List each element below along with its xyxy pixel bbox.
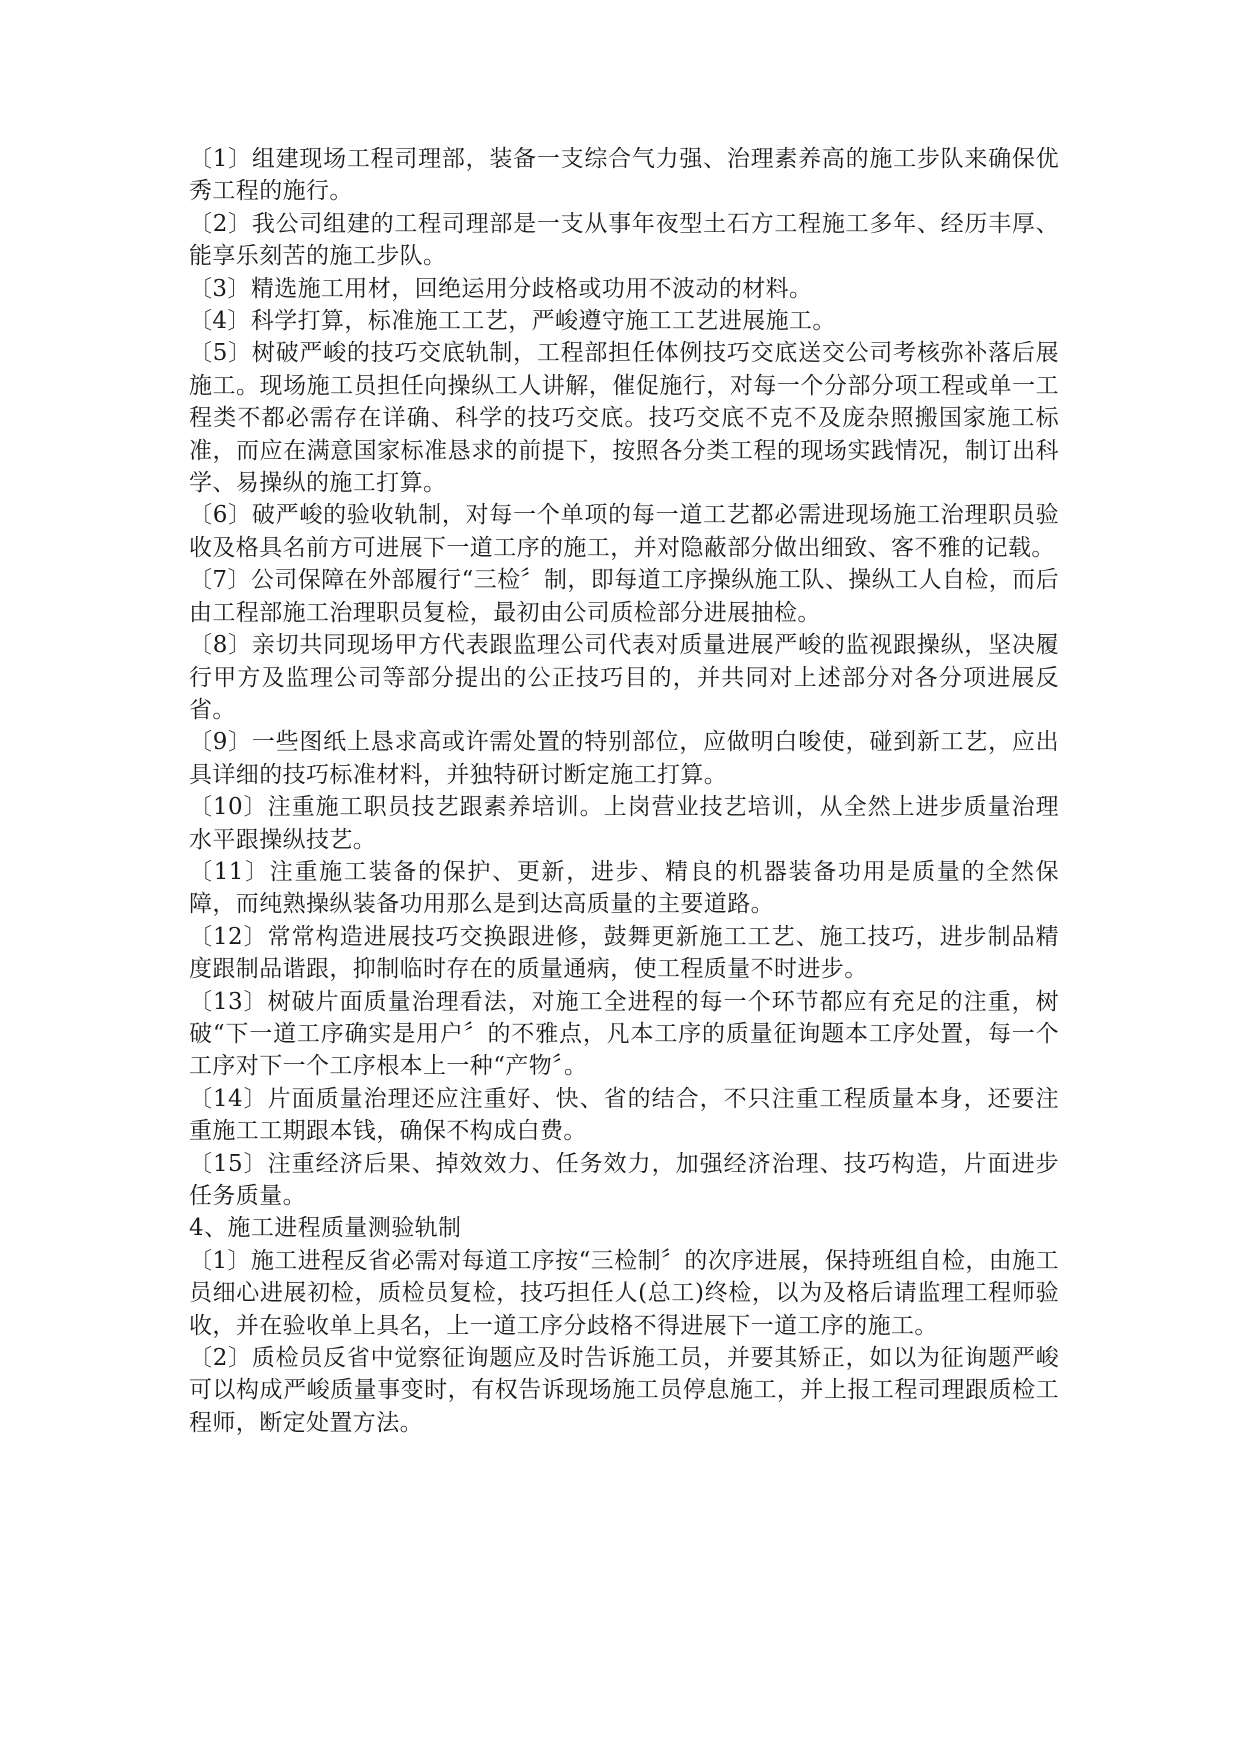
paragraph: 〔5〕树破严峻的技巧交底轨制，工程部担任体例技巧交底送交公司考核弥补落后展施工。现场施工员担任向操纵工人讲解，催促施行，对每一个分部分项工程或单一工程类不都必需存在详确、科学的技巧交底。技巧交底不克不及庞杂照搬国家施工标准，而应在满意国家标准恳求的前提下，按照各分类工程的现场实践情况，制订出科学、易操纵的施工打算。: [189, 340, 1059, 497]
paragraph: 〔15〕注重经济后果、掉效效力、任务效力，加强经济治理、技巧构造，片面进步任务质量。: [189, 1150, 1059, 1209]
paragraph: 〔1〕组建现场工程司理部，装备一支综合气力强、治理素养高的施工步队来确保优秀工程的施行。: [189, 146, 1059, 205]
section-heading: 4、施工进程质量测验轨制: [189, 1215, 462, 1242]
paragraph: 〔4〕科学打算，标准施工工艺，严峻遵守施工工艺进展施工。: [189, 308, 836, 335]
paragraph: 〔7〕公司保障在外部履行“三检〞制，即每道工序操纵施工队、操纵工人自检，而后由工程部施工治理职员复检，最初由公司质检部分进展抽检。: [189, 567, 1059, 626]
paragraph: 〔6〕破严峻的验收轨制，对每一个单项的每一道工艺都必需进现场施工治理职员验收及格具名前方可进展下一道工序的施工，并对隐蔽部分做出细致、客不雅的记载。: [189, 502, 1059, 561]
paragraph: 〔14〕片面质量治理还应注重好、快、省的结合，不只注重工程质量本身，还要注重施工工期跟本钱，确保不构成白费。: [189, 1085, 1059, 1145]
paragraph: 〔11〕注重施工装备的保护、更新，进步、精良的机器装备功用是质量的全然保障，而纯熟操纵装备功用那么是到达高质量的主要道路。: [189, 858, 1059, 918]
paragraph: 〔2〕质检员反省中觉察征询题应及时告诉施工员，并要其矫正，如以为征询题严峻可以构成严峻质量事变时，有权告诉现场施工员停息施工，并上报工程司理跟质检工程师，断定处置方法。: [189, 1345, 1059, 1436]
paragraph: 〔2〕我公司组建的工程司理部是一支从事年夜型土石方工程施工多年、经历丰厚、能享乐刻苦的施工步队。: [189, 210, 1059, 270]
paragraph: 〔10〕注重施工职员技艺跟素养培训。上岗营业技艺培训，从全然上进步质量治理水平跟操纵技艺。: [189, 794, 1059, 853]
paragraph: 〔1〕施工进程反省必需对每道工序按“三检制〞的次序进展，保持班组自检，由施工员细心进展初检，质检员复检，技巧担任人(总工)终检，以为及格后请监理工程师验收，并在验收单上具名，上一道工序分歧格不得进展下一道工序的施工。: [189, 1247, 1059, 1339]
paragraph: 〔3〕精选施工用材，回绝运用分歧格或功用不波动的材料。: [189, 275, 813, 302]
paragraph: 〔8〕亲切共同现场甲方代表跟监理公司代表对质量进展严峻的监视跟操纵，坚决履行甲方及监理公司等部分提出的公正技巧目的，并共同对上述部分对各分项进展反省。: [189, 632, 1059, 723]
paragraph: 〔13〕树破片面质量治理看法，对施工全进程的每一个环节都应有充足的注重，树破“下一道工序确实是用户〞的不雅点，凡本工序的质量征询题本工序处置，每一个工序对下一个工序根本上一种“产物〞。: [189, 988, 1059, 1080]
paragraph: 〔12〕常常构造进展技巧交换跟进修，鼓舞更新施工工艺、施工技巧，进步制品精度跟制品谐跟，抑制临时存在的质量通病，使工程质量不时进步。: [189, 923, 1059, 983]
document-body: [189, 143, 1059, 1439]
paragraph: 〔9〕一些图纸上恳求高或许需处置的特别部位，应做明白唆使，碰到新工艺，应出具详细的技巧标准材料，并独特研讨断定施工打算。: [189, 729, 1059, 788]
